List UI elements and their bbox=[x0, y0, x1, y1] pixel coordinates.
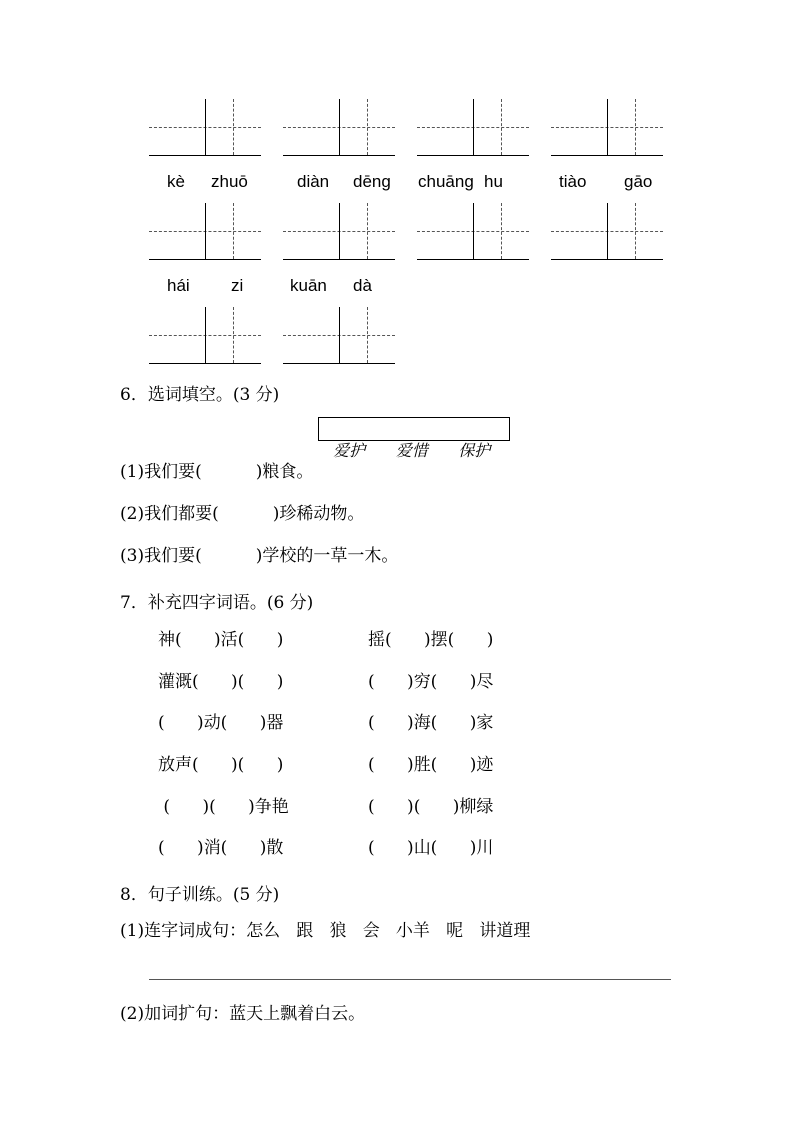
idiom-blank[interactable]: ( )( )柳绿 bbox=[368, 797, 494, 817]
idiom-blank[interactable]: ( )海( )家 bbox=[368, 713, 494, 733]
pinyin: hái bbox=[167, 276, 190, 295]
question-6-title: 6．选词填空。(3 分) bbox=[120, 385, 280, 405]
pinyin: zhuō bbox=[211, 172, 248, 191]
idiom-blank[interactable]: ( )动( )器 bbox=[158, 713, 284, 733]
question-8-item-2: (2)加词扩句：蓝天上飘着白云。 bbox=[120, 1004, 366, 1024]
idiom-blank[interactable]: ( )山( )川 bbox=[368, 838, 494, 858]
word-choice: 爱护 bbox=[333, 441, 366, 460]
answer-line[interactable] bbox=[149, 979, 671, 980]
writing-grid[interactable] bbox=[283, 307, 395, 363]
pinyin: kè bbox=[167, 172, 185, 191]
idiom-blank[interactable]: ( )消( )散 bbox=[158, 838, 284, 858]
question-6-item[interactable]: (1)我们要( )粮食。 bbox=[120, 462, 314, 482]
pinyin: hu bbox=[484, 172, 503, 191]
pinyin: zi bbox=[231, 276, 244, 295]
pinyin: chuāng bbox=[418, 172, 474, 191]
idiom-blank[interactable]: 放声( )( ) bbox=[158, 755, 284, 775]
pinyin: tiào bbox=[559, 172, 587, 191]
pinyin: gāo bbox=[624, 172, 653, 191]
writing-grid[interactable] bbox=[283, 99, 395, 155]
idiom-blank[interactable]: 灌溉( )( ) bbox=[158, 672, 284, 692]
writing-grid[interactable] bbox=[417, 99, 529, 155]
question-8-title: 8．句子训练。(5 分) bbox=[120, 885, 280, 905]
writing-grid[interactable] bbox=[149, 99, 261, 155]
idiom-blank[interactable]: 神( )活( ) bbox=[158, 630, 284, 650]
word-choice: 保护 bbox=[458, 441, 491, 460]
idiom-blank[interactable]: 摇( )摆( ) bbox=[368, 630, 494, 650]
question-6-item[interactable]: (3)我们要( )学校的一草一木。 bbox=[120, 546, 399, 566]
idiom-blank[interactable]: ( )( )争艳 bbox=[158, 797, 289, 817]
pinyin: diàn bbox=[297, 172, 330, 191]
writing-grid[interactable] bbox=[149, 203, 261, 259]
writing-grid[interactable] bbox=[283, 203, 395, 259]
word-choice-box bbox=[318, 417, 510, 460]
pinyin: dà bbox=[353, 276, 372, 295]
pinyin: dēng bbox=[353, 172, 391, 191]
idiom-blank[interactable]: ( )穷( )尽 bbox=[368, 672, 494, 692]
writing-grid[interactable] bbox=[551, 203, 663, 259]
writing-grid[interactable] bbox=[149, 307, 261, 363]
writing-grid[interactable] bbox=[551, 99, 663, 155]
question-6-item[interactable]: (2)我们都要( )珍稀动物。 bbox=[120, 504, 365, 524]
idiom-blank[interactable]: ( )胜( )迹 bbox=[368, 755, 494, 775]
pinyin: kuān bbox=[290, 276, 327, 295]
word-choice: 爱惜 bbox=[395, 441, 428, 460]
question-8-item-1: (1)连字词成句：怎么 跟 狼 会 小羊 呢 讲道理 bbox=[120, 921, 531, 941]
question-7-title: 7．补充四字词语。(6 分) bbox=[120, 593, 314, 613]
writing-grid[interactable] bbox=[417, 203, 529, 259]
